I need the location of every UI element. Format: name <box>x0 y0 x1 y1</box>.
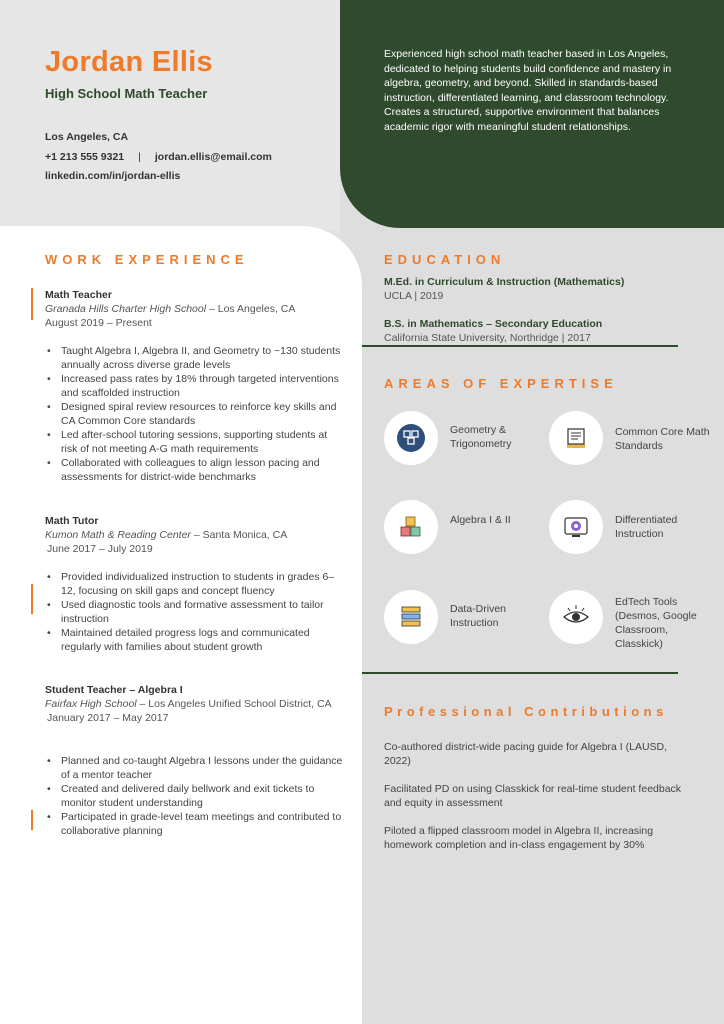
job-bullet: • Planned and co-taught Algebra I lessons under the guidance of a mentor teacher <box>61 754 346 782</box>
job-bullets <box>61 570 346 654</box>
edtech-eye-icon <box>549 590 603 644</box>
linkedin-link[interactable]: linkedin.com/in/jordan-ellis <box>45 170 181 182</box>
job-bullet: • Provided individualized instruction to students in grades 6–12, focusing on skill gaps and concept fluency <box>61 570 346 598</box>
job-accent-bar <box>31 584 33 614</box>
job-entry <box>45 288 345 330</box>
standards-book-icon <box>549 411 603 465</box>
expertise-label: Geometry & Trigonometry <box>450 424 512 450</box>
expertise-label: Algebra I & II <box>450 514 511 526</box>
education-institution: UCLA | 2019 <box>384 290 444 302</box>
expertise-label: Data-Driven Instruction <box>450 603 507 629</box>
contact-line <box>45 151 272 163</box>
summary-text: Experienced high school math teacher based in Los Angeles, dedicated to helping students build confidence and mastery in algebra, geometry, and beyond. Skilled in standards-based instruction, differentiated learning, and classroom technology. Creates a structured, supportive environment that balances academic rigor with meaningful student relationships. <box>384 48 672 133</box>
education-heading: EDUCATION <box>384 252 506 267</box>
job-company: Fairfax High School – Los Angeles Unified School District, CA <box>45 698 332 710</box>
summary-panel <box>340 0 724 228</box>
contributions-heading: Professional Contributions <box>384 704 668 719</box>
job-accent-bar <box>31 288 33 320</box>
job-dates: August 2019 – Present <box>45 317 152 329</box>
candidate-role: High School Math Teacher <box>45 86 208 101</box>
contribution-item: Facilitated PD on using Classkick for real-time student feedback and equity in assessment <box>384 783 682 809</box>
education-degree: B.S. in Mathematics – Secondary Education <box>384 318 603 330</box>
job-company: Kumon Math & Reading Center – Santa Monica, CA <box>45 529 288 541</box>
job-bullet: • Participated in grade-level team meetings and contributed to collaborative planning <box>61 810 346 838</box>
expertise-heading: AREAS OF EXPERTISE <box>384 376 618 391</box>
contribution-item: Co-authored district-wide pacing guide for Algebra I (LAUSD, 2022) <box>384 741 668 767</box>
job-bullet: • Increased pass rates by 18% through targeted interventions and scaffolded instruction <box>61 372 346 400</box>
job-entry <box>45 683 345 725</box>
data-server-icon <box>384 590 438 644</box>
email-link[interactable]: jordan.ellis@email.com <box>154 151 272 163</box>
education-degree: M.Ed. in Curriculum & Instruction (Mathematics) <box>384 276 625 288</box>
job-accent-bar <box>31 810 33 830</box>
job-entry <box>45 514 345 556</box>
differentiated-gear-icon <box>549 500 603 554</box>
geometry-cubes-icon <box>384 411 438 465</box>
job-bullet: • Maintained detailed progress logs and communicated regularly with families about student growth <box>61 626 346 654</box>
algebra-blocks-icon <box>384 500 438 554</box>
job-company: Granada Hills Charter High School – Los Angeles, CA <box>45 303 296 315</box>
job-bullets <box>61 344 346 484</box>
expertise-label: EdTech Tools (Desmos, Google Classroom, Classkick) <box>615 596 697 650</box>
job-bullet: • Used diagnostic tools and formative assessment to tailor instruction <box>61 598 346 626</box>
education-entry <box>384 275 684 303</box>
expertise-label: Differentiated Instruction <box>615 514 678 540</box>
location: Los Angeles, CA <box>45 131 129 143</box>
job-bullet: • Designed spiral review resources to reinforce key skills and CA Common Core standards <box>61 400 346 428</box>
expertise-label: Common Core Math Standards <box>615 426 710 452</box>
job-dates: June 2017 – July 2019 <box>47 543 153 555</box>
job-title: Math Teacher <box>45 289 112 301</box>
education-entry <box>384 317 684 345</box>
header-background <box>0 0 340 230</box>
contact-separator: | <box>138 151 141 163</box>
work-experience-heading: WORK EXPERIENCE <box>45 252 249 267</box>
candidate-name: Jordan Ellis <box>45 46 213 78</box>
phone: +1 213 555 9321 <box>45 151 125 163</box>
job-dates: January 2017 – May 2017 <box>47 712 169 724</box>
job-bullets <box>61 754 346 838</box>
section-divider <box>362 672 678 674</box>
job-bullet: • Taught Algebra I, Algebra II, and Geometry to ~130 students annually across diverse grade levels <box>61 344 346 372</box>
education-institution: California State University, Northridge | 2017 <box>384 332 591 344</box>
contribution-item: Piloted a flipped classroom model in Algebra II, increasing homework completion and in-class engagement by 30% <box>384 825 654 851</box>
job-bullet: • Created and delivered daily bellwork and exit tickets to monitor student understanding <box>61 782 346 810</box>
job-title: Math Tutor <box>45 515 99 527</box>
job-title: Student Teacher – Algebra I <box>45 684 183 696</box>
job-bullet: • Led after-school tutoring sessions, supporting students at risk of not meeting A-G math requirements <box>61 428 346 456</box>
job-bullet: • Collaborated with colleagues to align lesson pacing and assessments for district-wide benchmarks <box>61 456 346 484</box>
section-divider <box>362 345 678 347</box>
